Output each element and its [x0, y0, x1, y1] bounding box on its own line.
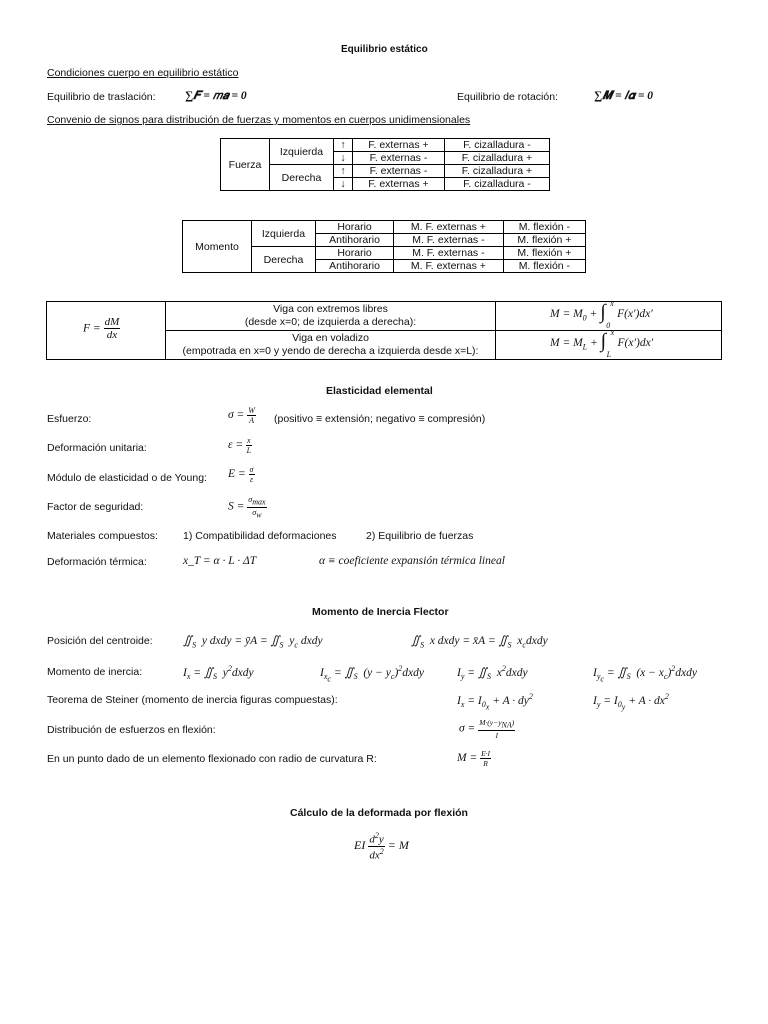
steiner-label: Teorema de Steiner (momento de inercia figuras compuestas):	[47, 694, 338, 706]
moment-flex: M. flexión +	[503, 234, 585, 247]
inertia-label: Momento de inercia:	[47, 666, 143, 678]
int-hi: x	[610, 299, 614, 308]
force-ext: F. externas -	[353, 152, 445, 165]
inertia-iy: $I_y$ = $∬_S$ $x^2dxdy$	[457, 664, 528, 682]
force-shear: F. cizalladura -	[444, 178, 549, 191]
inertia-iyc: $I_{y_c}$ = $∬_S$ $(x - x_c)^2dxdy$	[593, 664, 697, 684]
formula-lhs: F =	[83, 322, 101, 335]
moment-right: Derecha	[252, 247, 316, 273]
steiner-x: $I_x = I_{0_x} + A \cdot dy^2$	[457, 692, 533, 712]
force-arrow: ↑	[334, 165, 353, 178]
int-lo: 0	[606, 321, 611, 330]
force-arrow: ↓	[334, 178, 353, 191]
moment-left: Izquierda	[252, 221, 316, 247]
thermal-formula: x_T = α · L · ΔT	[183, 555, 257, 567]
steiner-y: $I_y = I_{0_y} + A \cdot dx^2$	[593, 692, 669, 712]
force-arrow: ↓	[334, 152, 353, 165]
moment-dir: Antihorario	[316, 234, 394, 247]
eq-pre: M = M	[550, 308, 583, 321]
stress-note: (positivo ≡ extensión; negativo ≡ compresión)	[274, 413, 486, 425]
force-sign-table	[220, 138, 550, 191]
moment-dir: Horario	[316, 221, 394, 234]
moment-dir: Antihorario	[316, 260, 394, 273]
moment-ext: M. F. externas +	[394, 260, 504, 273]
rotation-label: Equilibrio de rotación:	[457, 91, 558, 103]
moment-flex: M. flexión +	[503, 247, 585, 260]
beam-free-title: Viga con extremos libres	[273, 303, 388, 315]
moment-head: Momento	[183, 221, 252, 273]
eq-sub: 0	[582, 313, 587, 323]
young-label: Módulo de elasticidad o de Young:	[47, 472, 207, 484]
composite-item-2: 2) Equilibrio de fuerzas	[366, 530, 474, 542]
eq-post: F(x′)dx′	[617, 308, 653, 321]
moment-flex: M. flexión -	[503, 260, 585, 273]
composite-item-1: 1) Compatibilidad deformaciones	[183, 530, 337, 542]
translation-label: Equilibrio de traslación:	[47, 91, 156, 103]
safety-label: Factor de seguridad:	[47, 501, 144, 513]
force-ext: F. externas +	[353, 139, 445, 152]
conditions-heading: Condiciones cuerpo en equilibrio estático	[47, 67, 239, 79]
int-hi: x	[610, 328, 615, 337]
composite-label: Materiales compuestos:	[47, 530, 158, 542]
section-title-deformada: Cálculo de la deformada por flexión	[290, 807, 468, 819]
moment-ext: M. F. externas -	[394, 247, 504, 260]
bending-stress-label: Distribución de esfuerzos en flexión:	[47, 724, 216, 736]
safety-formula: S = $\frac{\sigma_{max}}{\sigma_w}$	[228, 495, 266, 520]
beam-free-desc: (desde x=0; de izquierda a derecha):	[244, 316, 417, 328]
eq-pre: M = M	[550, 337, 583, 350]
centroid-label: Posición del centroide:	[47, 635, 153, 647]
moment-sign-table	[182, 220, 586, 273]
bending-stress-formula: σ = $\frac{M\cdot(y-y_{NA})}{I}$	[459, 718, 515, 740]
curvature-formula: M = $\frac{E\cdot I}{R}$	[457, 749, 491, 768]
force-head: Fuerza	[221, 139, 270, 191]
section-title-elasticidad: Elasticidad elemental	[326, 385, 433, 397]
force-shear: F. cizalladura +	[444, 152, 549, 165]
thermal-label: Deformación térmica:	[47, 556, 147, 568]
centroid-y-formula: $∬_S$ y dxdy = ȳA = $∬_S$ $y_c$ dxdy	[183, 635, 323, 650]
section-title-equilibrio: Equilibrio estático	[341, 44, 428, 55]
frac-num: dM	[104, 316, 120, 328]
centroid-x-formula: $∬_S$ x dxdy = x̄A = $∬_S$ $x_cdxdy$	[411, 635, 548, 650]
force-right: Derecha	[270, 165, 334, 191]
beam-cantilever-title: Viga en voladizo	[292, 332, 369, 344]
int-lo: L	[606, 350, 612, 359]
moment-ext: M. F. externas -	[394, 234, 504, 247]
inertia-ixc: $I_{x_c}$ = $∬_S$ $(y - y_c)^2dxdy$	[320, 664, 424, 684]
beam-cantilever-desc: (empotrada en x=0 y yendo de derecha a izquierda desde x=L):	[182, 345, 479, 357]
shear-moment-formula	[83, 316, 120, 341]
beam-cantilever-equation: $M = M_L$ + ∫ x L F(x′)dx′	[550, 328, 654, 359]
strain-label: Deformación unitaria:	[47, 442, 147, 454]
translation-equation: ∑𝑭 = 𝑚𝒂 = 0	[185, 90, 247, 102]
strain-formula: ε = $\frac{x}{L}$	[228, 436, 252, 455]
formula-fraction	[104, 316, 121, 341]
moment-ext: M. F. externas +	[394, 221, 504, 234]
beam-table	[46, 301, 722, 360]
thermal-note: α ≡ coeficiente expansión térmica lineal	[319, 555, 505, 567]
stress-formula: σ = $\frac{W}{A}$	[228, 406, 255, 425]
section-title-inercia: Momento de Inercia Flector	[312, 606, 449, 618]
eq-sub: L	[582, 342, 588, 352]
deflection-formula: EI $\frac{d^2y}{dx^2}$ = M	[354, 831, 409, 862]
rotation-equation: ∑𝑴 = 𝐼𝜶 = 0	[594, 90, 654, 102]
young-formula: E = $\frac{\sigma}{\varepsilon}$	[228, 465, 254, 484]
stress-label: Esfuerzo:	[47, 413, 92, 425]
force-ext: F. externas -	[353, 165, 445, 178]
moment-dir: Horario	[316, 247, 394, 260]
inertia-ix: $I_x$ = $∬_S$ $y^2dxdy$	[183, 664, 254, 682]
beam-free-equation: $M = M_0$ + ∫ x 0 F(x′)dx′	[550, 299, 653, 330]
eq-post: F(x′)dx′	[617, 337, 654, 350]
force-left: Izquierda	[270, 139, 334, 165]
force-arrow: ↑	[334, 139, 353, 152]
force-shear: F. cizalladura -	[444, 139, 549, 152]
convention-heading: Convenio de signos para distribución de fuerzas y momentos en cuerpos unidimensionales	[47, 114, 471, 126]
frac-den: dx	[106, 329, 118, 341]
force-shear: F. cizalladura +	[444, 165, 549, 178]
moment-flex: M. flexión -	[503, 221, 585, 234]
force-ext: F. externas +	[353, 178, 445, 191]
curvature-label: En un punto dado de un elemento flexionado con radio de curvatura R:	[47, 753, 377, 765]
